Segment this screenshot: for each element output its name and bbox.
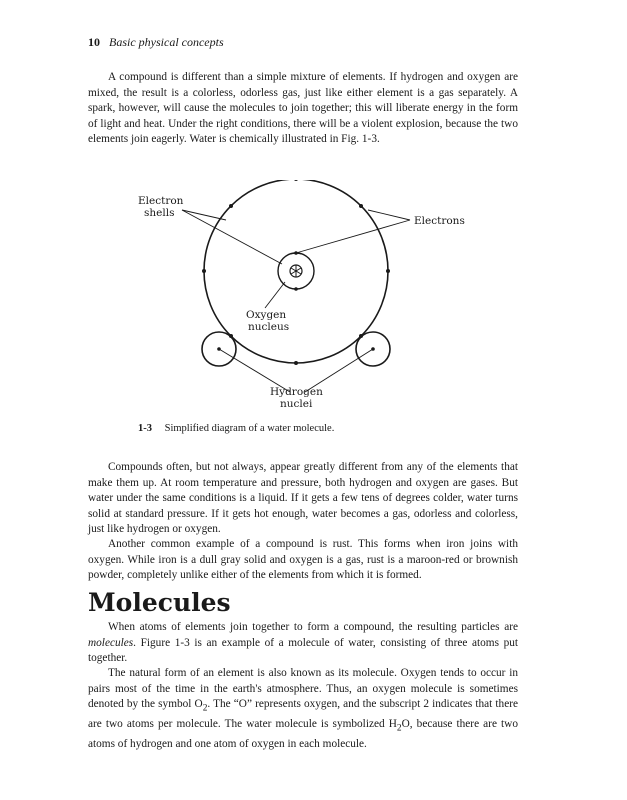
paragraph-compounds-differ: Compounds often, but not always, appear greatly different from any of the elements that make them up. At room temperature and pressure, both hydrogen and oxygen are gases. But water under the same conditions is a liquid. If it gets a few tens of degrees colder, water turns solid at standard pressure. If it gets hot enough, water becomes a gas, odorless and colorless, just like hydrogen or oxygen. xyxy=(88,461,518,535)
label-hydrogen-2: nuclei xyxy=(280,398,313,410)
label-electron-shells-2: shells xyxy=(144,207,175,219)
paragraph-rust: Another common example of a compound is rust. This forms when iron joins with oxygen. While iron is a dull gray solid and oxygen is a gas, rust is a maroon-red or brownish powder, completely unlike either of the elements from which it is formed. xyxy=(88,538,518,581)
page-number: 10 xyxy=(88,35,100,49)
paragraph-molecules-def: When atoms of elements join together to form a compound, the resulting particles are molecules. Figure 1-3 is an example of a molecule of water, consisting of three atoms put together. xyxy=(88,621,518,664)
emphasis-molecules: molecules xyxy=(88,636,134,649)
oxygen-nucleus-symbol xyxy=(290,265,302,277)
section-heading: Molecules xyxy=(88,588,231,617)
running-header xyxy=(88,35,224,50)
label-hydrogen-1: Hydrogen xyxy=(270,386,323,398)
paragraph-natural-form: The natural form of an element is also known as its molecule. Oxygen tends to occur in pairs most of the time in the earth's atmosphere. Thus, an oxygen molecule is sometimes denoted by the symbol $O_2$. The “O” represents oxygen, and the subscript 2 indicates that there are two atoms per molecule. The water molecule is symbolized $H_2O$, because there are two atoms of hydrogen and one atom of oxygen in each molecule. xyxy=(88,667,518,750)
figure-caption xyxy=(138,423,334,434)
caption-text: Simplified diagram of a water molecule. xyxy=(164,423,335,434)
running-title: Basic physical concepts xyxy=(109,35,224,49)
label-oxygen-1: Oxygen xyxy=(246,309,287,321)
label-oxygen-2: nucleus xyxy=(248,321,290,333)
caption-number: 1-3 xyxy=(138,423,152,434)
water-molecule-figure xyxy=(130,180,490,420)
label-electrons: Electrons xyxy=(414,215,465,227)
paragraph-compound-intro: A compound is different than a simple mixture of elements. If hydrogen and oxygen are mixed, the result is a colorless, odorless gas, just like either element is a gas separately. A spark, however, will cause the molecules to join together; this will liberate energy in the form of light and heat. Under the right conditions, there will be a violent explosion, because the two elements join eagerly. Water is chemically illustrated in Fig. 1-3. xyxy=(88,71,518,145)
label-electron-shells-1: Electron xyxy=(138,195,184,207)
